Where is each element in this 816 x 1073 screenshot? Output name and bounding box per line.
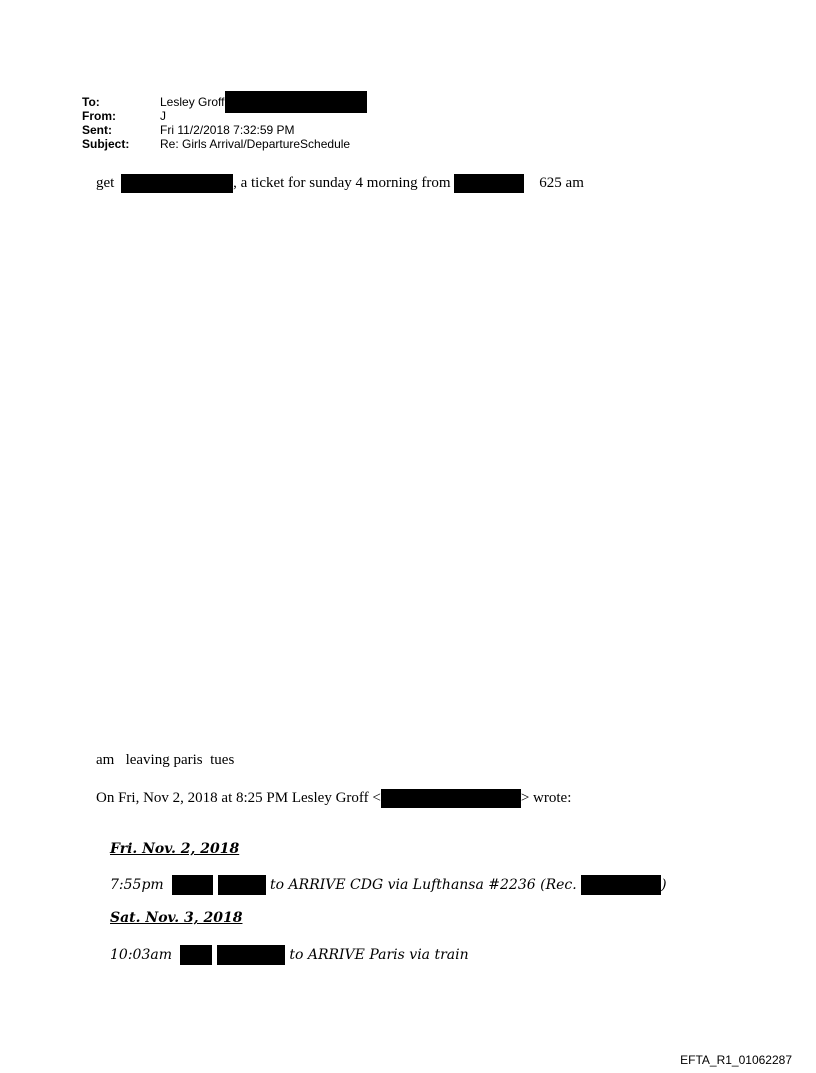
schedule-date-1: Fri. Nov. 2, 2018 bbox=[110, 841, 240, 857]
from-label: From: bbox=[82, 109, 116, 123]
redaction-box bbox=[454, 174, 524, 193]
entry-time: 10:03am bbox=[110, 947, 172, 963]
document-id: EFTA_R1_01062287 bbox=[680, 1053, 792, 1067]
redaction-box bbox=[218, 875, 266, 895]
entry-text: to ARRIVE CDG via Lufthansa #2236 (Rec. bbox=[270, 877, 577, 893]
schedule-entry-1 bbox=[110, 875, 667, 895]
sent-value: Fri 11/2/2018 7:32:59 PM bbox=[160, 123, 295, 137]
redaction-box bbox=[172, 875, 213, 895]
redaction-box bbox=[217, 945, 285, 965]
subject-value: Re: Girls Arrival/DepartureSchedule bbox=[160, 137, 351, 151]
email-header bbox=[82, 95, 367, 151]
body-text: > wrote: bbox=[520, 789, 572, 806]
body-text: get bbox=[96, 174, 115, 191]
to-label: To: bbox=[82, 95, 100, 109]
entry-text: to ARRIVE Paris via train bbox=[289, 947, 469, 963]
subject-label: Subject: bbox=[82, 137, 130, 151]
redaction-box bbox=[581, 875, 661, 895]
body-text: On Fri, Nov 2, 2018 at 8:25 PM Lesley Groff < bbox=[96, 789, 381, 806]
to-row bbox=[82, 95, 367, 109]
entry-time: 7:55pm bbox=[110, 877, 164, 893]
body-line-2 bbox=[96, 752, 234, 769]
sent-label: Sent: bbox=[82, 123, 112, 137]
redaction-box bbox=[121, 174, 233, 193]
redaction-box bbox=[381, 789, 521, 808]
redaction-box bbox=[180, 945, 212, 965]
to-value: Lesley Groff bbox=[160, 95, 225, 109]
quote-attribution bbox=[96, 789, 571, 808]
schedule-entry-2 bbox=[110, 945, 469, 965]
redaction-box bbox=[225, 91, 367, 113]
body-line-1 bbox=[96, 174, 584, 193]
body-text: am leaving paris tues bbox=[96, 752, 235, 768]
entry-text: ) bbox=[661, 877, 667, 893]
from-value: J bbox=[160, 109, 166, 123]
body-text: , a ticket for sunday 4 morning from bbox=[233, 174, 451, 191]
sent-row bbox=[82, 123, 367, 137]
subject-row bbox=[82, 137, 367, 151]
schedule-date-2: Sat. Nov. 3, 2018 bbox=[110, 910, 243, 926]
body-text: 625 am bbox=[539, 174, 584, 191]
